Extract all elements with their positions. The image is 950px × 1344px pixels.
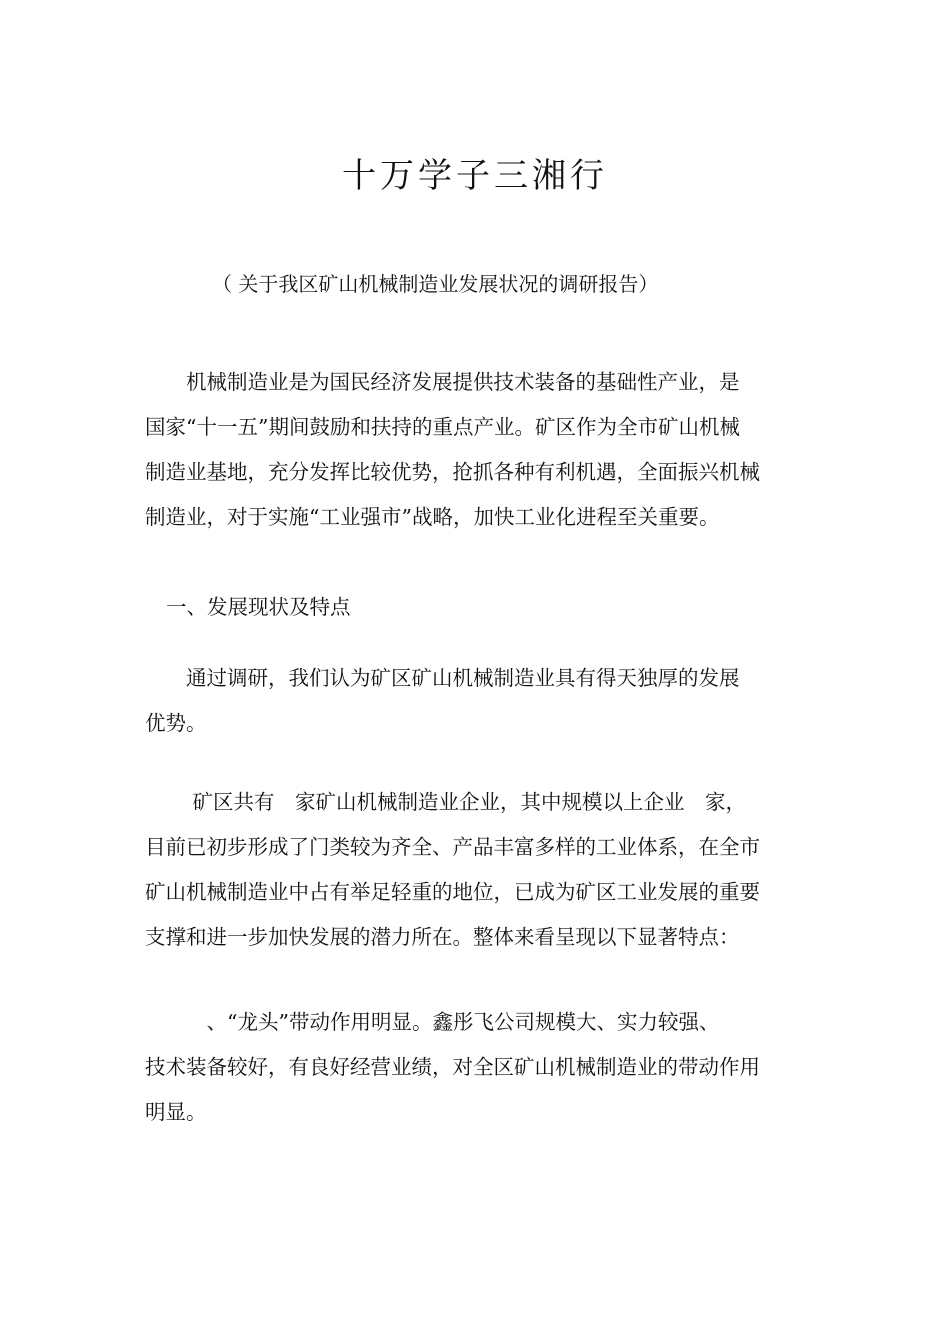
paragraph-line: 制造业，对于实施“工业强市”战略，加快工业化进程至关重要。 xyxy=(145,505,720,529)
paragraph-line: 机械制造业是为国民经济发展提供技术装备的基础性产业，是 xyxy=(145,370,740,394)
paragraph-line: 矿区共有 家矿山机械制造业企业，其中规模以上企业 家， xyxy=(145,790,747,814)
paragraph-line: 支撑和进一步加快发展的潜力所在。整体来看呈现以下显著特点： xyxy=(145,925,740,949)
paragraph-line: 国家“十一五”期间鼓励和扶持的重点产业。矿区作为全市矿山机械 xyxy=(145,415,740,439)
intro-paragraph xyxy=(145,360,810,540)
paragraph-line: 目前已初步形成了门类较为齐全、产品丰富多样的工业体系，在全市 xyxy=(145,835,760,859)
paragraph-line: 制造业基地，充分发挥比较优势，抢抓各种有利机遇，全面振兴机械 xyxy=(145,460,760,484)
paragraph-line: 通过调研，我们认为矿区矿山机械制造业具有得天独厚的发展 xyxy=(145,666,740,690)
paragraph-line: 技术装备较好，有良好经营业绩，对全区矿山机械制造业的带动作用 xyxy=(145,1055,760,1079)
paragraph-line: 明显。 xyxy=(145,1100,207,1124)
leading-enterprise-paragraph xyxy=(145,1000,810,1135)
industry-overview-paragraph xyxy=(145,780,810,960)
paragraph-line: 矿山机械制造业中占有举足轻重的地位，已成为矿区工业发展的重要 xyxy=(145,880,760,904)
section-heading: 一、发展现状及特点 xyxy=(166,595,351,619)
advantage-paragraph xyxy=(145,656,810,746)
paragraph-line: 优势。 xyxy=(145,711,207,735)
document-subtitle: （ 关于我区矿山机械制造业发展状况的调研报告） xyxy=(212,272,659,296)
document-title: 十万学子三湘行 xyxy=(342,156,608,196)
paragraph-line: 、“龙头”带动作用明显。鑫彤飞公司规模大、实力较强、 xyxy=(145,1010,720,1034)
